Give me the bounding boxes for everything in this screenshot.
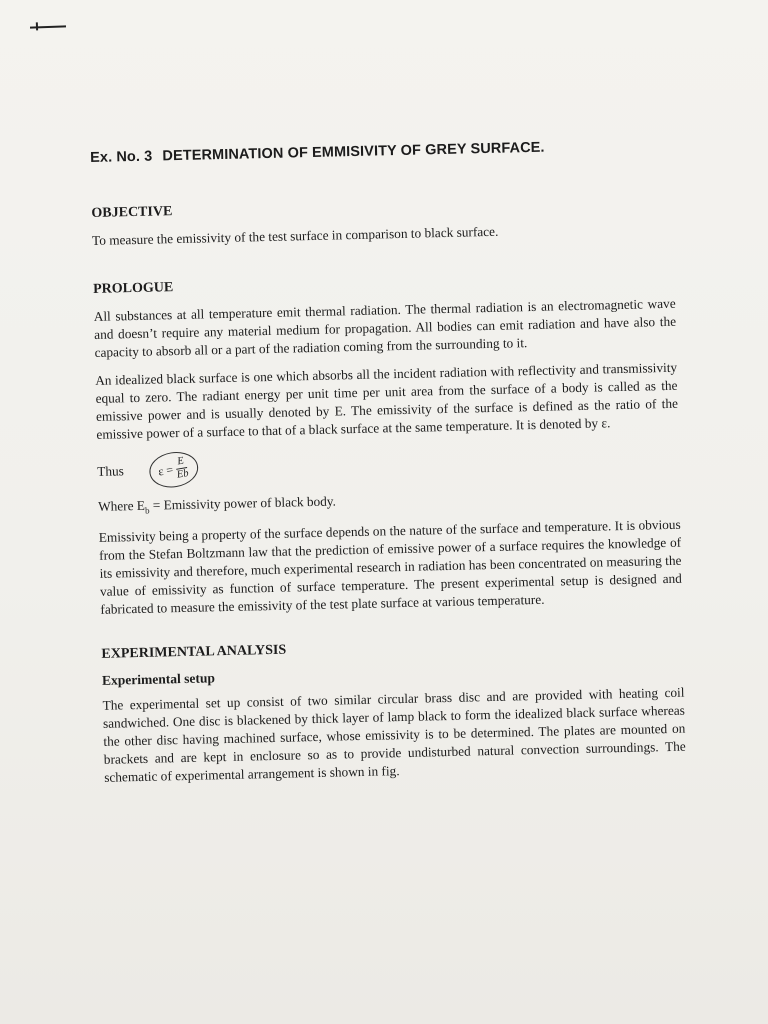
where-subscript: b: [144, 505, 150, 516]
prologue-paragraph-2: An idealized black surface is one which absorbs all the incident radiation with reflectivity and transmissivity equal to zero. The radiant energy per unit time per unit area from the surface of a body is called as the emissive power and is usually denoted by E. The emissivity of the surface is defined as the ratio of the emissive power of a surface to that of a black surface at the same temperature. It is denoted by ε.: [95, 359, 679, 442]
where-prefix: Where E: [97, 497, 146, 514]
document-content: [90, 137, 687, 797]
experimental-analysis-heading: EXPERIMENTAL ANALYSIS: [101, 642, 287, 662]
prologue-paragraph-3: Emissivity being a property of the surface depends on the nature of the surface and temperature. It is obvious from the Stefan Boltzmann law that the prediction of emissive power of a surface requires the knowledge of its emissivity and therefore, much experimental research in radiation has been concentrated on measuring the value of emissivity as function of surface temperature. The present experimental setup is designed and fabricated to measure the emissivity of the test plate surface at various temperature.: [98, 516, 683, 617]
experimental-setup-text: The experimental set up consist of two similar circular brass disc and are provided with heating coil sandwiched. One disc is blackened by thick layer of lamp black to form the idealized black surface whereas the other disc having machined surface, whose emissivity is to be determined. The plates are mounted on brackets and are kept in enclosure so as to provide undisturbed natural convection surroundings. The schematic of experimental arrangement is shown in fig.: [102, 684, 686, 785]
emissivity-formula: [147, 448, 201, 491]
experiment-title-text: DETERMINATION OF EMMISIVITY OF GREY SURFACE.: [162, 139, 545, 165]
prologue-heading: PROLOGUE: [92, 280, 174, 297]
where-suffix: = Emissivity power of black body.: [149, 493, 337, 513]
formula-numerator: E: [175, 455, 187, 470]
where-definition: [98, 486, 680, 517]
experiment-title: [90, 137, 672, 166]
formula-denominator: Eb: [176, 467, 190, 481]
prologue-paragraph-1: All substances at all temperature emit thermal radiation. The thermal radiation is an electromagnetic wave and doesn’t require any material medium for propagation. All bodies can emit radiation and have also the capacity to absorb all or a part of the radiation coming from the surrounding to it.: [93, 295, 677, 360]
objective-text: To measure the emissivity of the test surface in comparison to black surface.: [91, 223, 499, 248]
formula-fraction: [174, 455, 190, 482]
margin-pen-mark: [30, 25, 66, 28]
formula-lhs: ε =: [157, 462, 175, 479]
objective-heading: OBJECTIVE: [91, 204, 173, 221]
formula-row: [97, 441, 680, 489]
experimental-setup-subheading: Experimental setup: [101, 669, 216, 688]
thus-label: Thus: [97, 462, 125, 479]
experiment-number: Ex. No. 3: [90, 148, 153, 166]
